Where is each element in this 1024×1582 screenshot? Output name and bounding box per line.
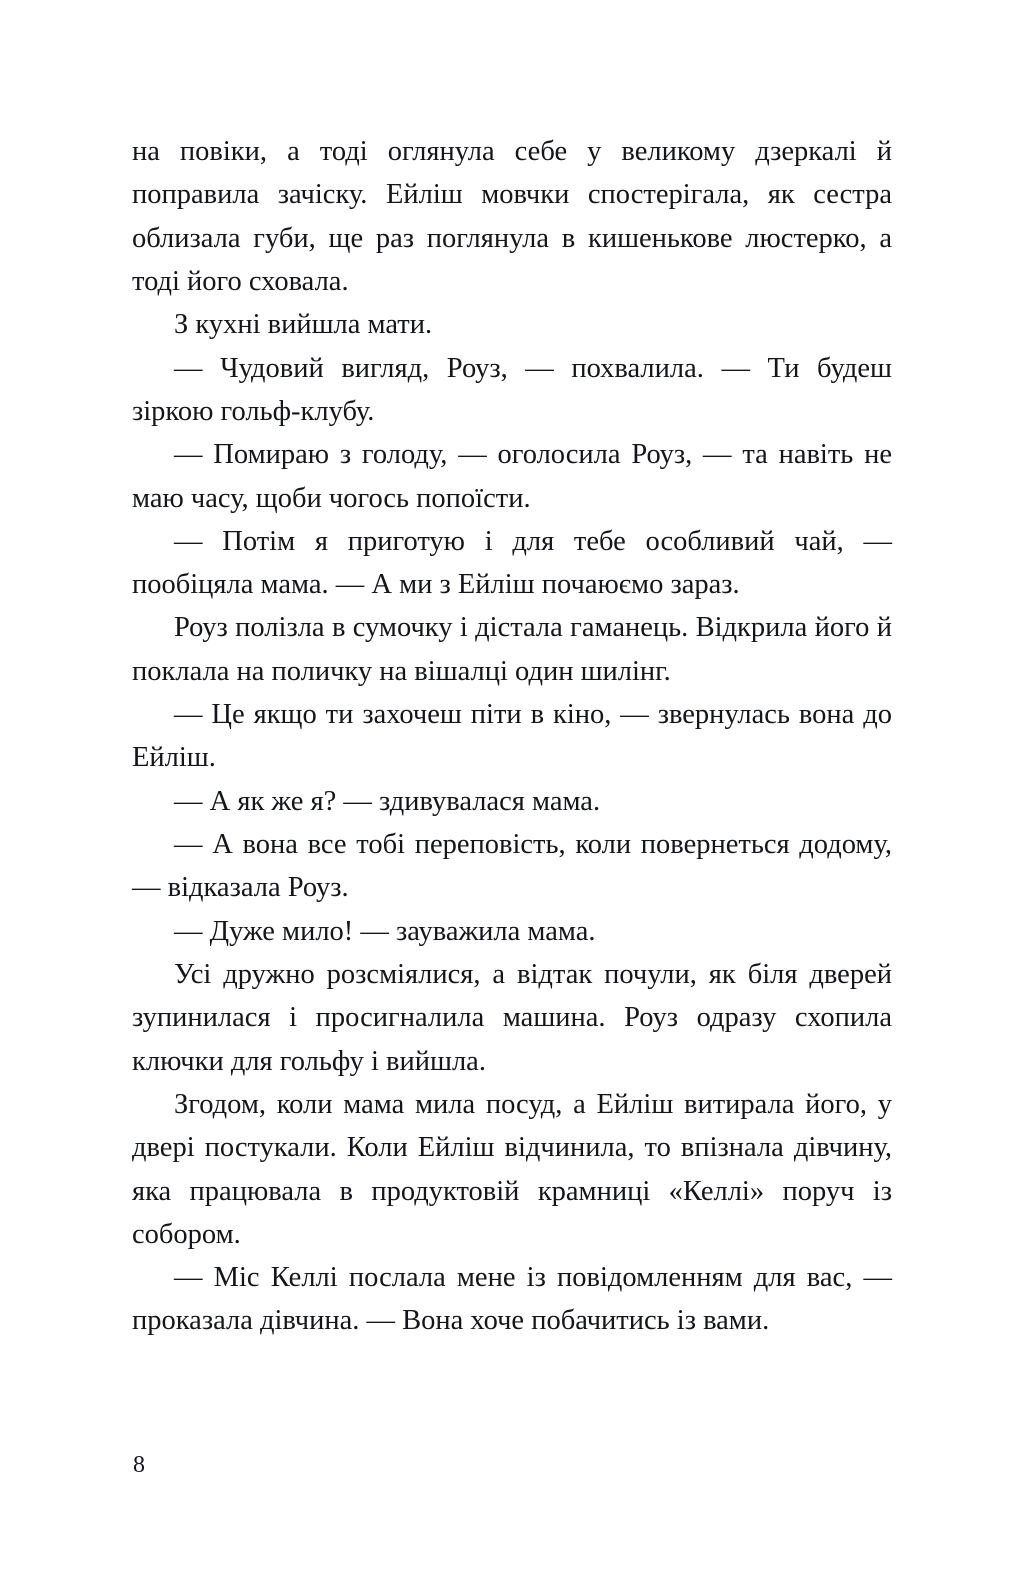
paragraph: З кухні вийшла мати. <box>174 309 433 341</box>
paragraph: Згодом, коли мама мила посуд, а Ейліш витирала його, у двері постукали. Коли Ейліш відчинила, то впізнала дівчину, яка працювала в продуктовій крамниці «Келлі» поруч із собором. <box>132 1088 892 1250</box>
paragraph: — А як же я? — здивувалася мама. <box>174 785 601 817</box>
paragraph: — Потім я приготую і для тебе особливий чай, — пообіцяла мама. — А ми з Ейліш почаюємо зараз. <box>132 525 892 601</box>
page-number: 8 <box>133 1452 145 1478</box>
paragraph: — Міс Келлі послала мене із повідомленням для вас, — проказала дівчина. — Вона хоче побачитись із вами. <box>132 1262 892 1337</box>
paragraph: — А вона все тобі переповість, коли повернеться додому, — відказала Роуз. <box>132 829 892 904</box>
paragraph: на повіки, а тоді оглянула себе у великому дзеркалі й поправила зачіску. Ейліш мовчки спостерігала, як сестра облизала губи, ще раз поглянула в кишенькове люстерко, а тоді його сховала. <box>132 136 892 297</box>
paragraph: — Помираю з голоду, — оголосила Роуз, — та навіть не маю часу, щоби чогось попоїсти. <box>132 439 892 514</box>
paragraph: — Це якщо ти захочеш піти в кіно, — звернулась вона до Ейліш. <box>132 699 892 774</box>
paragraph: Усі дружно розсміялися, а відтак почули, як біля дверей зупинилася і просигналила машина. Роуз одразу схопила ключки для гольфу і вийшла. <box>132 958 892 1077</box>
page-body-text <box>132 130 892 1343</box>
paragraph: — Дуже мило! — зауважила мама. <box>174 915 596 947</box>
paragraph: — Чудовий вигляд, Роуз, — похвалила. — Ти будеш зіркою гольф-клубу. <box>132 352 892 427</box>
paragraph: Роуз полізла в сумочку і дістала гаманець. Відкрила його й поклала на поличку на вішалці один шилінг. <box>132 612 892 687</box>
